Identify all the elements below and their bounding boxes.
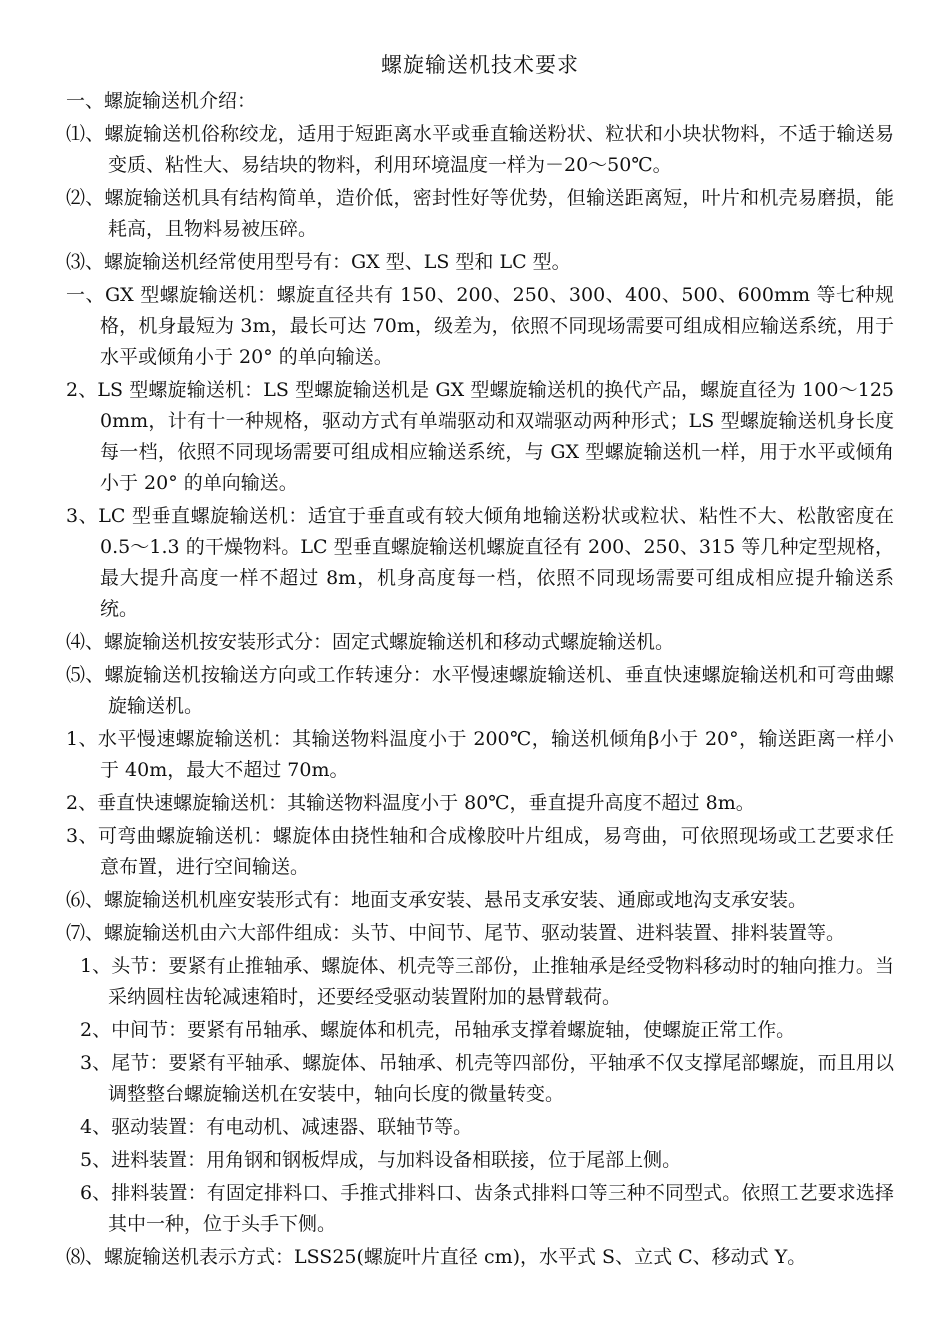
paragraph: 3、可弯曲螺旋输送机：螺旋体由挠性轴和合成橡胶叶片组成，易弯曲，可依照现场或工艺要求任意布置，进行空间输送。 <box>66 825 894 878</box>
paragraph: ⑶、螺旋输送机经常使用型号有：GX 型、LS 型和 LC 型。 <box>66 251 571 273</box>
paragraph: 1、水平慢速螺旋输送机：其输送物料温度小于 200℃，输送机倾角β小于 20°，输送距离一样小于 40m，最大不超过 70m。 <box>66 728 894 781</box>
paragraph: ⑹、螺旋输送机机座安装形式有：地面支承安装、悬吊支承安装、通廊或地沟支承安装。 <box>66 889 808 911</box>
section-heading: 一、螺旋输送机介绍： <box>66 90 257 112</box>
paragraph: 6、排料装置：有固定排料口、手推式排料口、齿条式排料口等三种不同型式。依照工艺要求选择其中一种，位于头手下侧。 <box>80 1182 894 1235</box>
paragraph: ⑷、螺旋输送机按安装形式分：固定式螺旋输送机和移动式螺旋输送机。 <box>66 631 675 653</box>
paragraph: 5、进料装置：用角钢和钢板焊成，与加料设备相联接，位于尾部上侧。 <box>80 1149 682 1171</box>
paragraph: 2、垂直快速螺旋输送机：其输送物料温度小于 80℃，垂直提升高度不超过 8m。 <box>66 792 755 814</box>
paragraph: ⑸、螺旋输送机按输送方向或工作转速分：水平慢速螺旋输送机、垂直快速螺旋输送机和可弯曲螺旋输送机。 <box>66 664 894 717</box>
paragraph: 3、LC 型垂直螺旋输送机：适宜于垂直或有较大倾角地输送粉状或粒状、粘性不大、松散密度在 0.5～1.3 的干燥物料。LC 型垂直螺旋输送机螺旋直径有 200、250、315 等几种定型规格，最大提升高度一样不超过 8m，机身高度每一档，依照不同现场需要可组成相应提升输送系统。 <box>66 505 894 620</box>
paragraph: ⑻、螺旋输送机表示方式：LSS25(螺旋叶片直径 cm)，水平式 S、立式 C、移动式 Y。 <box>66 1246 807 1268</box>
paragraph: ⑺、螺旋输送机由六大部件组成：头节、中间节、尾节、驱动装置、进料装置、排料装置等。 <box>66 922 846 944</box>
paragraph: ⑴、螺旋输送机俗称绞龙，适用于短距离水平或垂直输送粉状、粒状和小块状物料，不适于输送易变质、粘性大、易结块的物料，利用环境温度一样为－20～50℃。 <box>66 123 894 176</box>
paragraph: ⑵、螺旋输送机具有结构简单，造价低，密封性好等优势，但输送距离短，叶片和机壳易磨损，能耗高，且物料易被压碎。 <box>66 187 894 240</box>
paragraph: 一、GX 型螺旋输送机：螺旋直径共有 150、200、250、300、400、500、600mm 等七种规格，机身最短为 3m，最长可达 70m，级差为，依照不同现场需要可组成相应输送系统，用于水平或倾角小于 20° 的单向输送。 <box>66 284 894 368</box>
paragraph: 3、尾节：要紧有平轴承、螺旋体、吊轴承、机壳等四部份，平轴承不仅支撑尾部螺旋，而且用以调整整台螺旋输送机在安装中，轴向长度的微量转变。 <box>80 1052 894 1105</box>
paragraph: 2、中间节：要紧有吊轴承、螺旋体和机壳，吊轴承支撑着螺旋轴，使螺旋正常工作。 <box>80 1019 796 1041</box>
document-title: 螺旋输送机技术要求 <box>381 53 579 77</box>
paragraph: 4、驱动装置：有电动机、减速器、联轴节等。 <box>80 1116 473 1138</box>
paragraph: 1、头节：要紧有止推轴承、螺旋体、机壳等三部份，止推轴承是经受物料移动时的轴向推力。当采纳圆柱齿轮减速箱时，还要经受驱动装置附加的悬臂载荷。 <box>80 955 894 1008</box>
paragraph: 2、LS 型螺旋输送机：LS 型螺旋输送机是 GX 型螺旋输送机的换代产品，螺旋直径为 100～1250mm，计有十一种规格，驱动方式有单端驱动和双端驱动两种形式；LS 型螺旋输送机身长度每一档，依照不同现场需要可组成相应输送系统，与 GX 型螺旋输送机一样，用于水平或倾角小于 20° 的单向输送。 <box>66 379 894 494</box>
